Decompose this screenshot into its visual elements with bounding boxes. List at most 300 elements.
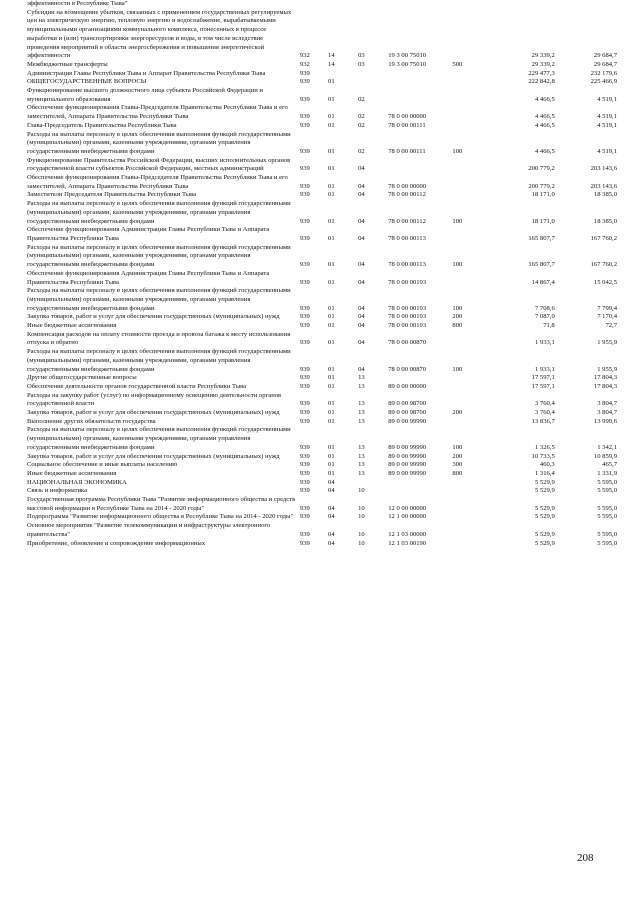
table-row: [27, 287, 617, 313]
amount-year-1: 1 326,5: [534, 443, 555, 451]
code-target: 78 0 00 00870: [388, 365, 427, 373]
item-name: Функционирование Правительства Российской Федерации, высших исполнительных органов государственной власти субъектов Российской Федерации, местных администраций: [27, 156, 291, 173]
code-admin: 939: [299, 382, 310, 390]
table-row: [27, 9, 617, 61]
table-row: [27, 383, 617, 392]
amount-year-1: 5 529,9: [534, 487, 555, 495]
amount-year-1: 14 867,4: [531, 278, 555, 286]
code-target: 89 0 00 00000: [388, 382, 427, 390]
code-admin: 932: [299, 52, 310, 60]
code-admin: 939: [299, 78, 310, 86]
table-row: [27, 418, 617, 427]
code-section: 01: [328, 469, 335, 477]
code-section: [328, 0, 358, 9]
code-subsection: 10: [358, 487, 365, 495]
code-target: 19 3 00 75010: [388, 60, 427, 68]
code-section: 04: [328, 487, 335, 495]
code-expense-type: [452, 78, 492, 87]
code-subsection: 04: [358, 365, 365, 373]
code-subsection: 04: [358, 322, 365, 330]
code-target: 78 0 00 00112: [388, 191, 426, 199]
amount-year-1: 4 466,5: [534, 147, 555, 155]
item-name: Расходы на выплаты персоналу в целях обеспечения выполнения функций государственными (муниципальными) органами, казенными учреждениями, органами управления государственными внебюджетными фондами: [27, 130, 291, 155]
code-target: [388, 374, 452, 383]
code-subsection: 13: [358, 469, 365, 477]
table-row: [27, 131, 617, 157]
amount-year-2: 3 804,7: [597, 400, 617, 408]
amount-year-1: 229 477,3: [528, 69, 555, 77]
table-row: [27, 322, 617, 331]
amount-year-2: 18 385,0: [593, 217, 617, 225]
code-subsection: 04: [358, 339, 365, 347]
code-subsection: [358, 78, 388, 87]
code-expense-type: [452, 513, 492, 522]
amount-year-1: 29 339,2: [531, 60, 555, 68]
code-section: 01: [328, 400, 335, 408]
code-target: 78 0 00 00112: [388, 217, 426, 225]
code-admin: 939: [299, 443, 310, 451]
code-subsection: 13: [358, 461, 365, 469]
code-target: 78 0 00 00000: [388, 113, 427, 121]
amount-year-2: 4 519,1: [597, 121, 617, 129]
code-expense-type: [452, 157, 492, 174]
code-expense-type: 100: [452, 261, 463, 269]
code-target: 89 0 00 99990: [388, 469, 427, 477]
code-expense-type: [452, 104, 492, 121]
item-name: Обеспечение функционирования Главы-Председателя Правительства Республики Тыва и его заместителей, Аппарата Правительства Республики Тыва: [27, 104, 288, 121]
code-subsection: 04: [358, 261, 365, 269]
code-section: 01: [328, 121, 335, 129]
code-admin: [300, 0, 328, 9]
code-expense-type: 100: [452, 217, 463, 225]
code-admin: 939: [299, 234, 310, 242]
table-row: [27, 0, 617, 9]
item-name: Закупка товаров, работ и услуг для обеспечения государственных (муниципальных) нужд: [27, 452, 280, 460]
table-row: [27, 470, 617, 479]
item-name: эффективности в Республике Тыва": [27, 0, 128, 7]
code-target: 78 0 00 00193: [388, 313, 427, 321]
code-expense-type: [452, 9, 492, 61]
code-section: 01: [328, 147, 335, 155]
table-row: [27, 191, 617, 200]
code-section: 04: [328, 539, 335, 547]
table-row: [27, 479, 617, 488]
item-name: Расходы на выплаты персоналу в целях обеспечения выполнения функций государственными (муниципальными) органами, казенными учреждениями, органами управления государственными внебюджетными фондами: [27, 200, 291, 225]
code-section: 01: [328, 113, 335, 121]
amount-year-2: 232 179,6: [590, 69, 617, 77]
code-admin: 939: [299, 95, 310, 103]
table-row: [27, 487, 617, 496]
code-target: 89 0 00 99990: [388, 417, 427, 425]
code-section: 14: [328, 60, 335, 68]
amount-year-1: 200 779,2: [528, 165, 555, 173]
table-row: [27, 104, 617, 121]
code-section: 01: [328, 374, 335, 382]
code-section: 01: [328, 304, 335, 312]
code-admin: 939: [299, 147, 310, 155]
code-section: [328, 70, 358, 79]
table-row: [27, 331, 617, 348]
code-section: 04: [328, 478, 335, 486]
code-subsection: 10: [358, 504, 365, 512]
table-row: [27, 174, 617, 191]
code-expense-type: [452, 487, 492, 496]
code-subsection: 10: [358, 539, 365, 547]
code-admin: 939: [299, 365, 310, 373]
code-target: [388, 78, 452, 87]
amount-year-1: 5 529,9: [534, 504, 555, 512]
code-subsection: [358, 70, 388, 79]
amount-year-2: 167 760,2: [590, 234, 617, 242]
code-target: 19 3 00 75010: [388, 52, 427, 60]
amount-year-1: 29 339,2: [531, 52, 555, 60]
table-row: [27, 87, 617, 104]
code-target: 89 0 00 98700: [388, 400, 427, 408]
code-target: [388, 70, 452, 79]
code-admin: 939: [299, 539, 310, 547]
amount-year-1: 71,8: [543, 322, 555, 330]
amount-year-2: 72,7: [605, 322, 617, 330]
code-expense-type: [452, 496, 492, 513]
code-expense-type: [452, 191, 492, 200]
amount-year-1: 5 529,9: [534, 513, 555, 521]
amount-year-1: 165 807,7: [528, 261, 555, 269]
item-name: Выполнение других обязательств государства: [27, 417, 156, 425]
item-name: Глава-Председатель Правительства Республики Тыва: [27, 121, 177, 129]
code-expense-type: [452, 226, 492, 243]
amount-year-2: 1 342,1: [597, 443, 617, 451]
code-section: 01: [328, 443, 335, 451]
amount-year-2: 29 684,7: [593, 60, 617, 68]
code-target: 78 0 00 00193: [388, 278, 427, 286]
item-name: Компенсация расходов на оплату стоимости проезда и провоза багажа к месту использования отпуска и обратно: [27, 330, 291, 347]
code-subsection: 13: [358, 374, 365, 382]
amount-year-2: 1 955,9: [597, 339, 617, 347]
code-subsection: 02: [358, 95, 365, 103]
code-admin: 939: [299, 322, 310, 330]
code-subsection: 13: [358, 400, 365, 408]
table-row: [27, 157, 617, 174]
amount-year-2: 5 595,0: [597, 539, 617, 547]
code-subsection: 13: [358, 417, 365, 425]
amount-year-2: 5 595,0: [597, 513, 617, 521]
table-row: [27, 426, 617, 452]
amount-year-2: 4 519,1: [597, 147, 617, 155]
code-section: 04: [328, 504, 335, 512]
code-admin: 939: [299, 513, 310, 521]
code-section: 14: [328, 52, 335, 60]
amount-year-2: 5 595,0: [597, 530, 617, 538]
amount-year-2: 1 331,9: [597, 469, 617, 477]
amount-year-2: 17 804,3: [593, 374, 617, 382]
code-subsection: [358, 479, 388, 488]
amount-year-1: 5 529,9: [534, 539, 555, 547]
code-section: 01: [328, 452, 335, 460]
code-subsection: 13: [358, 443, 365, 451]
item-name: Межбюджетные трансферты: [27, 60, 108, 68]
code-expense-type: [452, 270, 492, 287]
table-row: [27, 453, 617, 462]
amount-year-2: 15 042,5: [593, 278, 617, 286]
code-expense-type: 800: [452, 322, 463, 330]
code-target: 78 0 00 00193: [388, 322, 427, 330]
code-target: [388, 157, 452, 174]
amount-year-1: 1 933,1: [534, 339, 555, 347]
table-row: [27, 226, 617, 243]
code-subsection: 10: [358, 530, 365, 538]
code-subsection: 04: [358, 313, 365, 321]
code-subsection: 04: [358, 165, 365, 173]
item-name: Государственная программа Республики Тыва "Развитие информационного общества и средств массовой информации в Республике Тыва на 2014 - 2020 годы": [27, 496, 296, 512]
amount-year-1: 3 760,4: [534, 409, 555, 417]
item-name: Связь и информатика: [27, 487, 88, 495]
code-admin: 939: [299, 504, 310, 512]
code-expense-type: [452, 0, 492, 9]
code-subsection: 04: [358, 278, 365, 286]
item-name: Обеспечение функционирования Администрации Главы Республики Тыва и Аппарата Правительства Республики Тыва: [27, 269, 270, 286]
amount-year-2: 203 143,6: [590, 182, 617, 190]
table-row: [27, 200, 617, 226]
code-expense-type: [452, 174, 492, 191]
item-name: Расходы на закупку работ (услуг) по информационному освещению деятельности органов государственной власти: [27, 391, 282, 408]
code-expense-type: [452, 331, 492, 348]
code-subsection: 10: [358, 513, 365, 521]
code-admin: 932: [299, 60, 310, 68]
code-section: 01: [328, 165, 335, 173]
code-admin: 939: [299, 452, 310, 460]
code-admin: 939: [299, 339, 310, 347]
code-admin: 939: [299, 374, 310, 382]
code-subsection: 04: [358, 234, 365, 242]
amount-year-2: 13 999,6: [593, 417, 617, 425]
item-name: Расходы на выплаты персоналу в целях обеспечения выполнения функций государственными (муниципальными) органами, казенными учреждениями, органами управления государственными внебюджетными фондами: [27, 243, 291, 269]
amount-year-1: 165 807,7: [528, 234, 555, 242]
amount-year-1: 17 597,1: [531, 374, 555, 382]
code-target: 89 0 00 99990: [388, 461, 427, 469]
code-admin: 939: [299, 487, 310, 495]
code-subsection: 04: [358, 304, 365, 312]
amount-year-1: 3 760,4: [534, 400, 555, 408]
code-target: 89 0 00 99990: [388, 452, 427, 460]
amount-year-2: 10 859,9: [593, 452, 617, 460]
amount-year-1: 4 466,5: [534, 95, 555, 103]
amount-year-2: 7 799,4: [597, 304, 617, 312]
table-row: [27, 374, 617, 383]
code-section: 04: [328, 530, 335, 538]
code-subsection: 13: [358, 452, 365, 460]
amount-year-2: [555, 0, 617, 9]
code-admin: 939: [299, 278, 310, 286]
code-section: 01: [328, 313, 335, 321]
code-target: 78 0 00 00111: [388, 121, 426, 129]
amount-year-2: 203 143,6: [590, 165, 617, 173]
table-row: [27, 540, 617, 549]
amount-year-1: 5 529,9: [534, 478, 555, 486]
amount-year-1: 1 316,4: [534, 469, 555, 477]
table-row: [27, 496, 617, 513]
code-admin: 939: [299, 400, 310, 408]
item-name: Обеспечение функционирования Главы-Председателя Правительства Республики Тыва и его заместителей, Аппарата Правительства Республики Тыва: [27, 174, 288, 190]
amount-year-2: 17 804,3: [593, 382, 617, 390]
code-subsection: 04: [358, 191, 365, 199]
code-expense-type: [452, 122, 492, 131]
code-subsection: 03: [358, 60, 365, 68]
item-name: Другие общегосударственные вопросы: [27, 374, 137, 382]
code-target: 78 0 00 00111: [388, 147, 426, 155]
code-expense-type: 800: [452, 469, 463, 477]
code-admin: 939: [299, 469, 310, 477]
code-expense-type: 100: [452, 304, 463, 312]
budget-document: [27, 0, 617, 548]
table-row: [27, 409, 617, 418]
amount-year-2: 4 519,1: [597, 95, 617, 103]
code-expense-type: [452, 383, 492, 392]
code-expense-type: [452, 522, 492, 539]
table-row: [27, 313, 617, 322]
code-expense-type: 100: [452, 147, 463, 155]
budget-table: [27, 0, 617, 548]
item-name: НАЦИОНАЛЬНАЯ ЭКОНОМИКА: [27, 478, 127, 486]
code-section: 01: [328, 365, 335, 373]
item-name: Закупка товаров, работ и услуг для обеспечения государственных (муниципальных) нужд: [27, 313, 280, 321]
code-subsection: 02: [358, 147, 365, 155]
amount-year-2: 29 684,7: [593, 52, 617, 60]
item-name: Расходы на выплаты персоналу в целях обеспечения выполнения функций государственными (муниципальными) органами, казенными учреждениями, органами управления государственными внебюджетными фондами: [27, 426, 291, 451]
code-section: 01: [328, 461, 335, 469]
code-admin: 939: [299, 121, 310, 129]
item-name: Закупка товаров, работ и услуг для обеспечения государственных (муниципальных) нужд: [27, 409, 280, 417]
code-target: 12 1 03 00190: [388, 539, 427, 547]
item-name: Иные бюджетные ассигнования: [27, 322, 117, 330]
code-admin: 939: [299, 313, 310, 321]
code-section: 01: [328, 182, 335, 190]
code-subsection: [358, 0, 388, 9]
code-expense-type: 200: [452, 313, 463, 321]
code-section: 01: [328, 191, 335, 199]
code-expense-type: [452, 87, 492, 104]
code-expense-type: 200: [452, 409, 463, 417]
code-section: 01: [328, 409, 335, 417]
table-row: [27, 513, 617, 522]
table-row: [27, 461, 617, 470]
page-number: 208: [577, 852, 594, 864]
amount-year-2: 1 955,9: [597, 365, 617, 373]
amount-year-1: 5 529,9: [534, 530, 555, 538]
code-admin: 939: [299, 261, 310, 269]
code-admin: 939: [299, 69, 310, 77]
item-name: Обеспечение функционирования Администрации Главы Республики Тыва и Аппарата Правительства Республики Тыва: [27, 226, 270, 242]
amount-year-1: 7 708,6: [534, 304, 555, 312]
code-admin: 939: [299, 478, 310, 486]
code-target: 78 0 00 00870: [388, 339, 427, 347]
code-expense-type: [452, 374, 492, 383]
code-expense-type: 200: [452, 452, 463, 460]
code-expense-type: [452, 540, 492, 549]
amount-year-1: [493, 0, 555, 9]
code-section: 01: [328, 78, 335, 86]
amount-year-1: 17 597,1: [531, 382, 555, 390]
amount-year-2: 4 519,1: [597, 113, 617, 121]
code-admin: 939: [299, 461, 310, 469]
code-admin: 939: [299, 191, 310, 199]
item-name: Приобретение, обновление и сопровождение информационных: [27, 539, 206, 547]
amount-year-2: 5 595,0: [597, 478, 617, 486]
amount-year-2: 225 466,9: [590, 78, 617, 86]
amount-year-2: 3 804,7: [597, 409, 617, 417]
amount-year-1: 10 733,5: [531, 452, 555, 460]
item-name: Обеспечение деятельности органов государственной власти Республики Тыва: [27, 382, 247, 390]
item-name: Заместители Председателя Правительства Республики Тыва: [27, 191, 197, 199]
code-section: 01: [328, 382, 335, 390]
code-target: [388, 0, 452, 9]
amount-year-2: 18 385,0: [593, 191, 617, 199]
code-admin: 939: [299, 182, 310, 190]
code-section: 04: [328, 513, 335, 521]
table-row: [27, 78, 617, 87]
code-target: 78 0 00 00000: [388, 182, 427, 190]
amount-year-2: 5 595,0: [597, 504, 617, 512]
item-name: Социальное обеспечение и иные выплаты населению: [27, 461, 178, 469]
table-row: [27, 122, 617, 131]
item-name: Субсидии на возмещение убытков, связанных с применением государственных регулируемых цен на электрическую энергию, тепловую энергию и водоснабжение, вырабатываемыми муниципальными организациями коммунального комплекса, понесенных в процессе выработки и (или) транспортировки энергоресурсов и воды, в том числе вследствие проведения мероприятий в области энергосбережения и повышения энергетической эффективности: [27, 8, 292, 60]
table-row: [27, 244, 617, 270]
item-name: ОБЩЕГОСУДАРСТВЕННЫЕ ВОПРОСЫ: [27, 78, 147, 86]
table-row: [27, 70, 617, 79]
amount-year-2: 7 170,4: [597, 313, 617, 321]
code-admin: 939: [299, 165, 310, 173]
code-admin: 939: [299, 113, 310, 121]
amount-year-1: 460,3: [539, 461, 555, 469]
code-target: 12 0 00 00000: [388, 504, 427, 512]
code-admin: 939: [299, 417, 310, 425]
table-row: [27, 348, 617, 374]
amount-year-1: 222 842,8: [528, 78, 555, 86]
item-name: Функционирование высшего должностного лица субъекта Российской Федерации и муниципального образования: [27, 87, 263, 103]
amount-year-2: 167 760,2: [590, 261, 617, 269]
code-section: 01: [328, 261, 335, 269]
amount-year-1: 18 171,0: [531, 217, 555, 225]
code-target: 12 1 03 00000: [388, 530, 427, 538]
code-target: 78 0 00 00113: [388, 234, 426, 242]
amount-year-2: 465,7: [602, 461, 617, 469]
code-target: 89 0 00 98700: [388, 409, 427, 417]
amount-year-1: 1 933,1: [534, 365, 555, 373]
amount-year-2: 5 595,0: [597, 487, 617, 495]
table-row: [27, 270, 617, 287]
amount-year-1: 200 779,2: [528, 182, 555, 190]
code-subsection: 03: [358, 52, 365, 60]
code-admin: 939: [299, 530, 310, 538]
code-expense-type: 500: [452, 60, 463, 68]
item-name: Администрация Главы Республики Тыва и Аппарат Правительства Республики Тыва: [27, 69, 266, 77]
code-expense-type: [452, 392, 492, 409]
table-row: [27, 522, 617, 539]
amount-year-1: 4 466,5: [534, 121, 555, 129]
code-section: 01: [328, 234, 335, 242]
code-section: 01: [328, 417, 335, 425]
code-admin: 939: [299, 409, 310, 417]
code-subsection: 02: [358, 113, 365, 121]
code-subsection: 04: [358, 217, 365, 225]
amount-year-1: 18 171,0: [531, 191, 555, 199]
item-name: Расходы на выплаты персоналу в целях обеспечения выполнения функций государственными (муниципальными) органами, казенными учреждениями, органами управления государственными внебюджетными фондами: [27, 348, 291, 373]
code-admin: 939: [299, 217, 310, 225]
code-subsection: 13: [358, 409, 365, 417]
code-section: 01: [328, 339, 335, 347]
code-subsection: 13: [358, 382, 365, 390]
code-expense-type: [452, 479, 492, 488]
table-row: [27, 392, 617, 409]
